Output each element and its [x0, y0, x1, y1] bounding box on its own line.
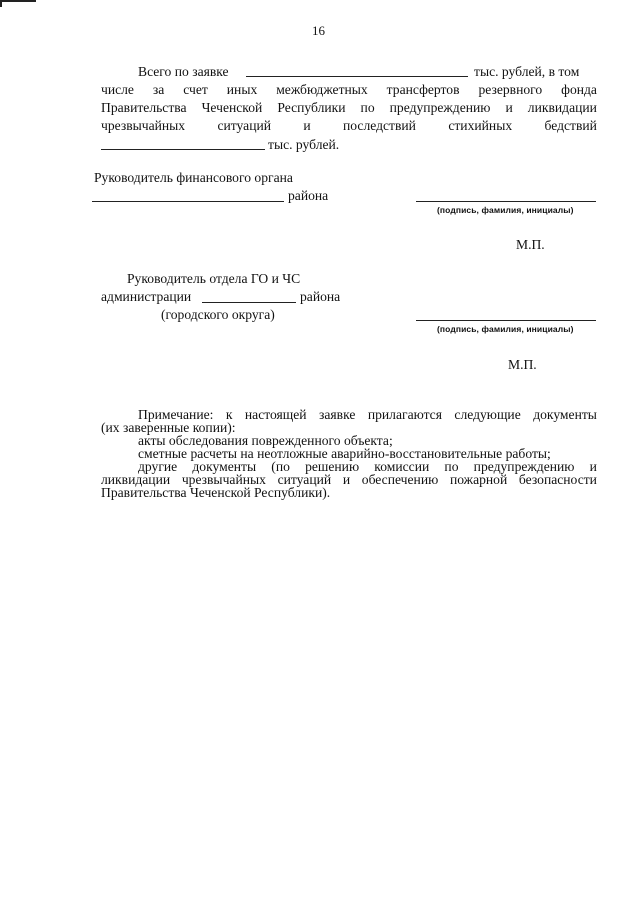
go-district-note: (городского округа) — [161, 307, 275, 322]
scan-corner-mark — [0, 0, 36, 9]
go-admin-label: администрации — [101, 289, 192, 304]
note-line-1: Примечание: к настоящей заявке прилагаются следующие документы — [138, 407, 597, 422]
reserve-amount-blank — [101, 149, 265, 150]
finance-district-blank — [92, 201, 284, 202]
note-item-1: акты обследования поврежденного объекта; — [138, 433, 393, 448]
note-item-2: сметные расчеты на неотложные аварийно-восстановительные работы; — [138, 446, 551, 461]
finance-signature-line — [416, 201, 596, 202]
note-item-3-line-1: другие документы (по решению комиссии по предупреждению и — [138, 459, 597, 474]
page-number: 16 — [312, 23, 325, 38]
go-signature-caption: (подпись, фамилия, инициалы) — [437, 324, 574, 334]
total-line-4: чрезвычайных ситуаций и последствий стихийных бедствий — [101, 118, 597, 133]
note-line-2: (их заверенные копии): — [101, 420, 236, 435]
go-district-blank — [202, 302, 296, 303]
finance-head-title: Руководитель финансового органа — [94, 170, 293, 185]
note-item-3-line-2: ликвидации чрезвычайных ситуаций и обеспечению пожарной безопасности — [101, 472, 597, 487]
finance-seal-label: М.П. — [516, 237, 545, 252]
total-line-5-tail: тыс. рублей. — [268, 137, 340, 152]
total-tail: тыс. рублей, в том — [474, 64, 580, 79]
total-line-2: числе за счет иных межбюджетных трансфертов резервного фонда — [101, 82, 597, 97]
go-seal-label: М.П. — [508, 357, 537, 372]
go-signature-line — [416, 320, 596, 321]
note-item-3-line-3: Правительства Чеченской Республики). — [101, 485, 331, 500]
total-lead: Всего по заявке — [138, 64, 229, 79]
total-amount-blank — [246, 76, 468, 77]
go-head-title: Руководитель отдела ГО и ЧС — [127, 271, 301, 286]
go-district-label: района — [300, 289, 341, 304]
total-line-3: Правительства Чеченской Республики по предупреждению и ликвидации — [101, 100, 597, 115]
finance-district-label: района — [288, 188, 329, 203]
finance-signature-caption: (подпись, фамилия, инициалы) — [437, 205, 574, 215]
